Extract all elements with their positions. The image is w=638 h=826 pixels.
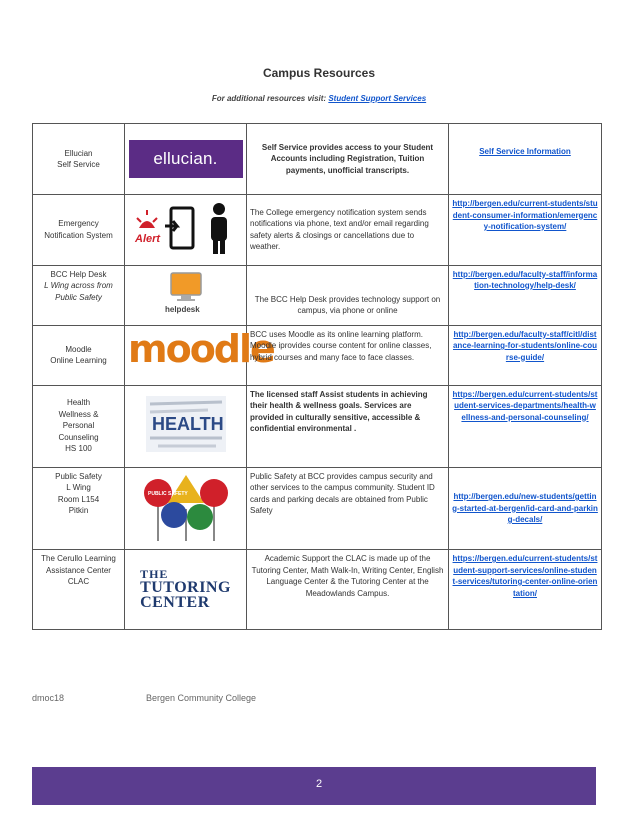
resource-link-cell <box>449 325 602 385</box>
moodle-logo <box>125 325 274 385</box>
table-row <box>33 195 602 266</box>
ellucian-logo-text: ellucian. <box>129 140 243 178</box>
name-line: Public Safety <box>55 292 102 302</box>
name-line: Public Safety <box>55 471 102 481</box>
resource-link-cell <box>449 265 602 325</box>
moodle-logo-text: moodle <box>128 327 274 372</box>
resource-description: The College emergency notification system sends notifications via phone, text and/or email regarding safety alerts & closings or cancellations due to weather. <box>247 195 449 266</box>
resource-name <box>33 325 125 385</box>
name-line: BCC Help Desk <box>50 269 107 279</box>
name-line: Health <box>66 398 91 408</box>
resource-link-cell <box>449 385 602 467</box>
self-service-information-link[interactable]: Self Service Information <box>479 147 571 156</box>
exit-door-icon <box>165 208 193 248</box>
footer-author: dmoc18 <box>32 693 65 703</box>
safety-sign-icon <box>187 504 213 530</box>
resource-link-cell <box>449 195 602 266</box>
name-line: Personal <box>62 421 95 431</box>
resource-name <box>33 124 125 195</box>
tutoring-logo-line: TUTORING <box>140 579 231 596</box>
name-line: Room L154 <box>57 494 100 504</box>
table-row <box>33 325 602 385</box>
alert-siren-icon <box>134 210 161 245</box>
resource-description: Self Service provides access to your Student Accounts including Registration, Tuition payments, unofficial transcripts. <box>247 124 449 195</box>
health-word-cloud <box>125 385 247 467</box>
name-line: Emergency <box>58 219 99 229</box>
alert-exit-person-icons <box>125 195 247 266</box>
resource-description: The BCC Help Desk provides technology support on campus, via phone or online <box>247 265 449 325</box>
table-row <box>33 124 602 195</box>
tutoring-center-logo <box>125 550 247 630</box>
subtitle-prefix: For additional resources visit: <box>211 94 329 103</box>
resource-name <box>33 265 125 325</box>
name-line: The Cerullo Learning <box>41 554 116 563</box>
name-line: Ellucian <box>64 148 93 158</box>
name-line: Notification System <box>44 230 113 240</box>
resource-name <box>33 385 125 467</box>
public-safety-signs <box>125 467 247 550</box>
tutoring-center-orientation-link[interactable]: https://bergen.edu/current-students/student-support-services/online-student-services/tutoring-center-online-orientation/ <box>452 554 598 598</box>
resource-link-cell <box>449 550 602 630</box>
footer-college: Bergen Community College <box>146 693 257 703</box>
page-number: 2 <box>315 778 323 790</box>
svg-text:Alert: Alert <box>134 233 160 245</box>
health-wellness-link[interactable]: https://bergen.edu/current-students/student-services-departments/health-wellness-and-personal-counseling/ <box>452 389 598 422</box>
resource-description: BCC uses Moodle as its online learning platform. Moodle iprovides course content for online classes, hybrid courses and many face to face classes. <box>247 325 449 385</box>
name-line: HS 100 <box>65 444 92 454</box>
safety-sign-icon <box>168 475 204 503</box>
resource-link-cell <box>449 124 602 195</box>
health-logo-text: HEALTH <box>151 414 224 435</box>
student-support-services-link[interactable]: Student Support Services <box>328 94 427 103</box>
moodle-online-course-guide-link[interactable]: http://bergen.edu/faculty-staff/citl/distance-learning-for-students/online-course-guide/ <box>452 329 597 362</box>
ellucian-logo <box>125 124 247 195</box>
table-row <box>33 550 602 630</box>
tutoring-logo-line: CENTER <box>140 594 210 611</box>
monitor-icon <box>171 273 201 295</box>
name-line: Counseling <box>58 432 99 442</box>
name-line: Wellness & <box>58 409 99 419</box>
name-line: Assistance Center <box>46 565 111 575</box>
name-line: L Wing <box>66 483 91 492</box>
name-line: Online Learning <box>50 356 107 365</box>
safety-sign-text: PUBLIC SAFETY <box>147 490 188 497</box>
table-row <box>33 265 602 325</box>
helpdesk-computer-logo <box>125 265 247 325</box>
name-line: Pitkin <box>68 506 89 515</box>
resource-description: Academic Support the CLAC is made up of the Tutoring Center, Math Walk-In, Writing Center, English Language Center & the Tutoring Center at the Meadowlands Campus. <box>247 550 449 630</box>
resource-name <box>33 550 125 630</box>
name-line: Self Service <box>57 160 100 169</box>
helpdesk-logo-text: helpdesk <box>164 305 200 315</box>
name-line: CLAC <box>67 577 90 586</box>
help-desk-link[interactable]: http://bergen.edu/faculty-staff/information-technology/help-desk/ <box>452 269 598 290</box>
page-title: Campus Resources <box>262 66 376 80</box>
name-line: Moodle <box>65 344 92 354</box>
resources-table <box>32 123 602 630</box>
resource-name <box>33 467 125 550</box>
table-row <box>33 385 602 467</box>
resource-name <box>33 195 125 266</box>
safety-sign-icon <box>161 502 187 528</box>
resource-description: Public Safety at BCC provides campus security and other services to the campus community. Student ID cards and parking decals are obtained from Public Safety <box>247 467 449 550</box>
resource-description: The licensed staff Assist students in achieving their health & wellness goals. Services are provided in culturally sensitive, accessible & confidential environmental . <box>247 385 449 467</box>
tutoring-logo-line: THE <box>140 566 169 581</box>
safety-sign-icon <box>200 479 228 507</box>
person-icon <box>211 203 227 254</box>
public-safety-id-card-link[interactable]: http://bergen.edu/new-students/getting-started-at-bergen/id-card-and-parking-decals/ <box>452 492 598 524</box>
page-subtitle <box>0 94 638 103</box>
resource-link-cell <box>449 467 602 550</box>
name-line: L Wing across from <box>44 281 113 290</box>
emergency-notification-link[interactable]: http://bergen.edu/current-students/student-consumer-information/emergency-notification-system/ <box>452 199 598 231</box>
table-row <box>33 467 602 550</box>
